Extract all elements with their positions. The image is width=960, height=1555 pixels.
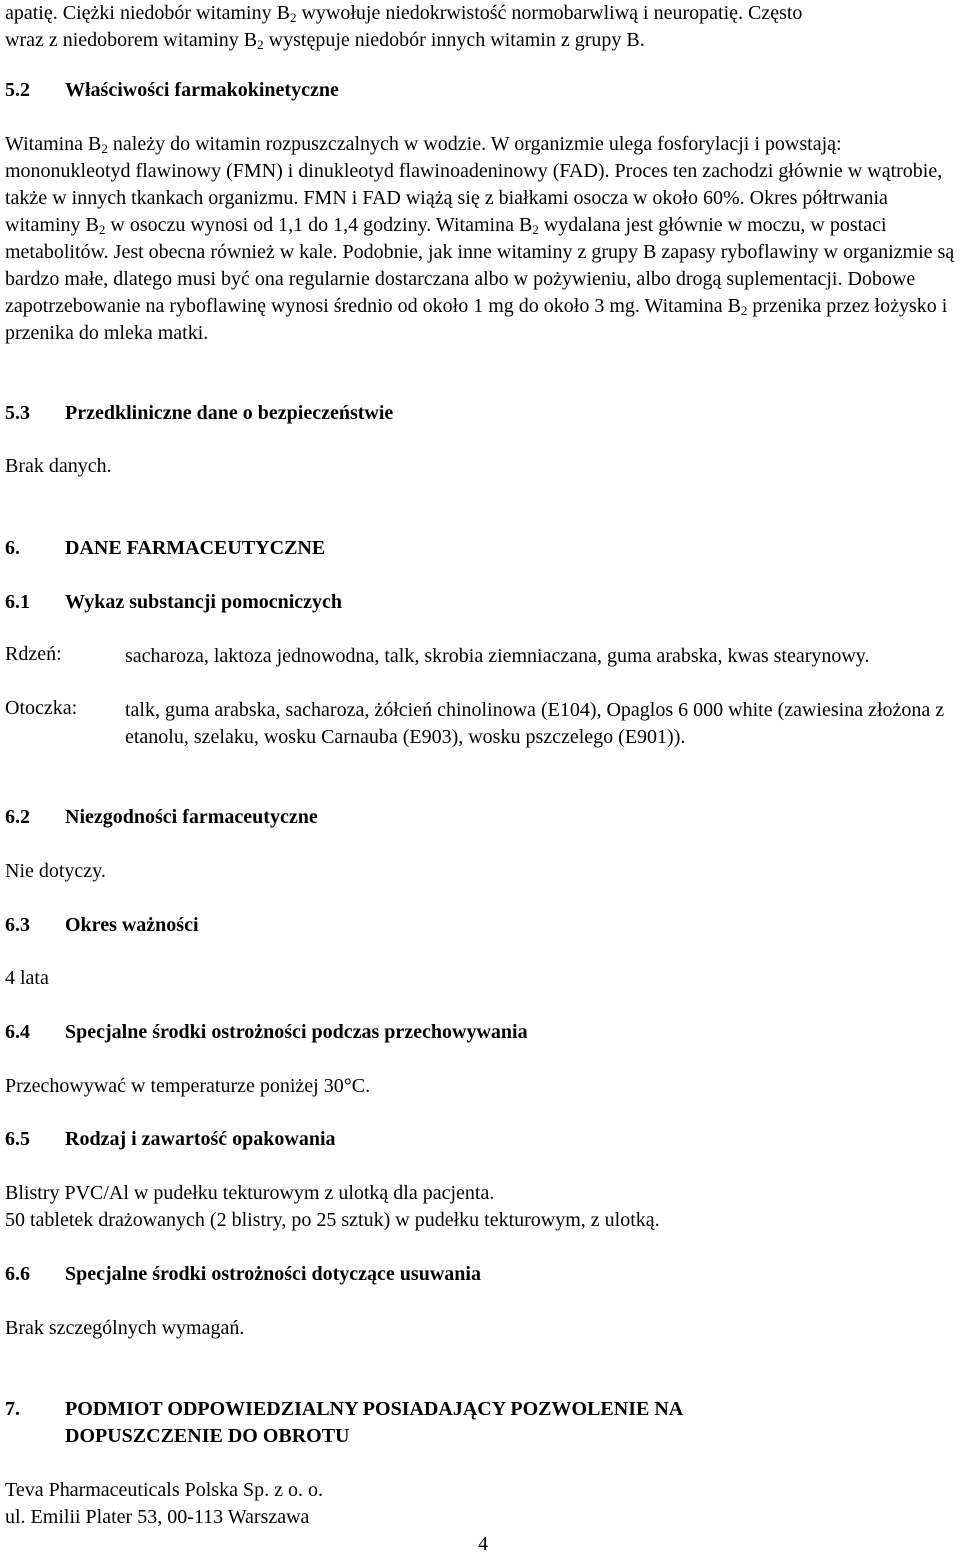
company-name: Teva Pharmaceuticals Polska Sp. z o. o. xyxy=(5,1479,323,1501)
section-heading-6-1: 6.1 Wykaz substancji pomocniczych xyxy=(5,591,343,613)
section-heading-6-2: 6.2 Niezgodności farmaceutyczne xyxy=(5,806,318,828)
page-number: 4 xyxy=(478,1533,488,1555)
core-value: sacharoza, laktoza jednowodna, talk, skrobia ziemniaczana, guma arabska, kwas stearynowy. xyxy=(125,645,870,667)
section-heading-5-2: 5.2 Właściwości farmakokinetyczne xyxy=(5,79,339,101)
section-6-2-text: Nie dotyczy. xyxy=(5,860,106,882)
section-6-5-line-2: 50 tabletek drażowanych (2 blistry, po 25 sztuk) w pudełku tekturowym, z ulotką. xyxy=(5,1209,660,1231)
section-heading-5-3: 5.3 Przedkliniczne dane o bezpieczeństwie xyxy=(5,402,394,424)
company-address: ul. Emilii Plater 53, 00-113 Warszawa xyxy=(5,1506,310,1528)
excipients-coating-row xyxy=(5,697,955,751)
intro-line-1: apatię. Ciężki niedobór witaminy $B_2$ wywołuje niedokrwistość normobarwliwą i neuropatię. Często xyxy=(5,2,803,25)
section-heading-7: 7. PODMIOT ODPOWIEDZIALNY POSIADAJĄCY POZWOLENIE NA xyxy=(5,1398,684,1420)
coating-label: Otoczka: xyxy=(5,697,78,719)
section-heading-6-3: 6.3 Okres ważności xyxy=(5,914,199,936)
section-6-4-text: Przechowywać w temperaturze poniżej 30°C. xyxy=(5,1075,371,1097)
section-6-3-text: 4 lata xyxy=(5,967,49,989)
section-heading-6-6: 6.6 Specjalne środki ostrożności dotyczące usuwania xyxy=(5,1263,481,1285)
section-6-5-line-1: Blistry PVC/Al w pudełku tekturowym z ulotką dla pacjenta. xyxy=(5,1182,495,1204)
section-5-2-body: Witamina $B_2$ należy do witamin rozpuszczalnych w wodzie. W organizmie ulega fosforylacji i powstają: mononukleotyd flawinowy (FMN) i dinukleotyd flawinoadeninowy (FAD). Proces ten zachodzi głównie w wątrobie, także w innych tkankach organizmu. FMN i FAD wiążą się z białkami osocza w około 60%. Okres półtrwania witaminy $B_2$ w osoczu wynosi od 1,1 do 1,4 godziny. Witamina $B_2$ wydalana jest głównie w moczu, w postaci metabolitów. Jest obecna również w kale. Podobnie, jak inne witaminy z grupy B zapasy ryboflawiny w organizmie są bardzo małe, dlatego musi być ona regularnie dostarczana albo w pożywieniu, albo drogą suplementacji. Dobowe zapotrzebowanie na ryboflawinę wynosi średnio od około 1 mg do około 3 mg. Witamina $B_2$ przenika przez łożysko i przenika do mleka matki. xyxy=(5,133,955,344)
coating-value: talk, guma arabska, sacharoza, żółcień chinolinowa (E104), Opaglos 6 000 white (zawiesina złożona z etanolu, szelaku, wosku Carnauba (E903), wosku pszczelego (E901)). xyxy=(125,699,945,748)
section-heading-7-line-2: DOPUSZCZENIE DO OBROTU xyxy=(65,1425,350,1447)
section-heading-6-4: 6.4 Specjalne środki ostrożności podczas przechowywania xyxy=(5,1021,528,1043)
intro-line-2: wraz z niedoborem witaminy $B_2$ występuje niedobór innych witamin z grupy B. xyxy=(5,29,645,52)
excipients-core-row xyxy=(5,643,955,670)
section-6-6-text: Brak szczególnych wymagań. xyxy=(5,1317,245,1339)
section-heading-6-5: 6.5 Rodzaj i zawartość opakowania xyxy=(5,1128,336,1150)
section-heading-6: 6. DANE FARMACEUTYCZNE xyxy=(5,537,326,559)
core-label: Rdzeń: xyxy=(5,643,62,665)
section-5-3-text: Brak danych. xyxy=(5,455,112,477)
